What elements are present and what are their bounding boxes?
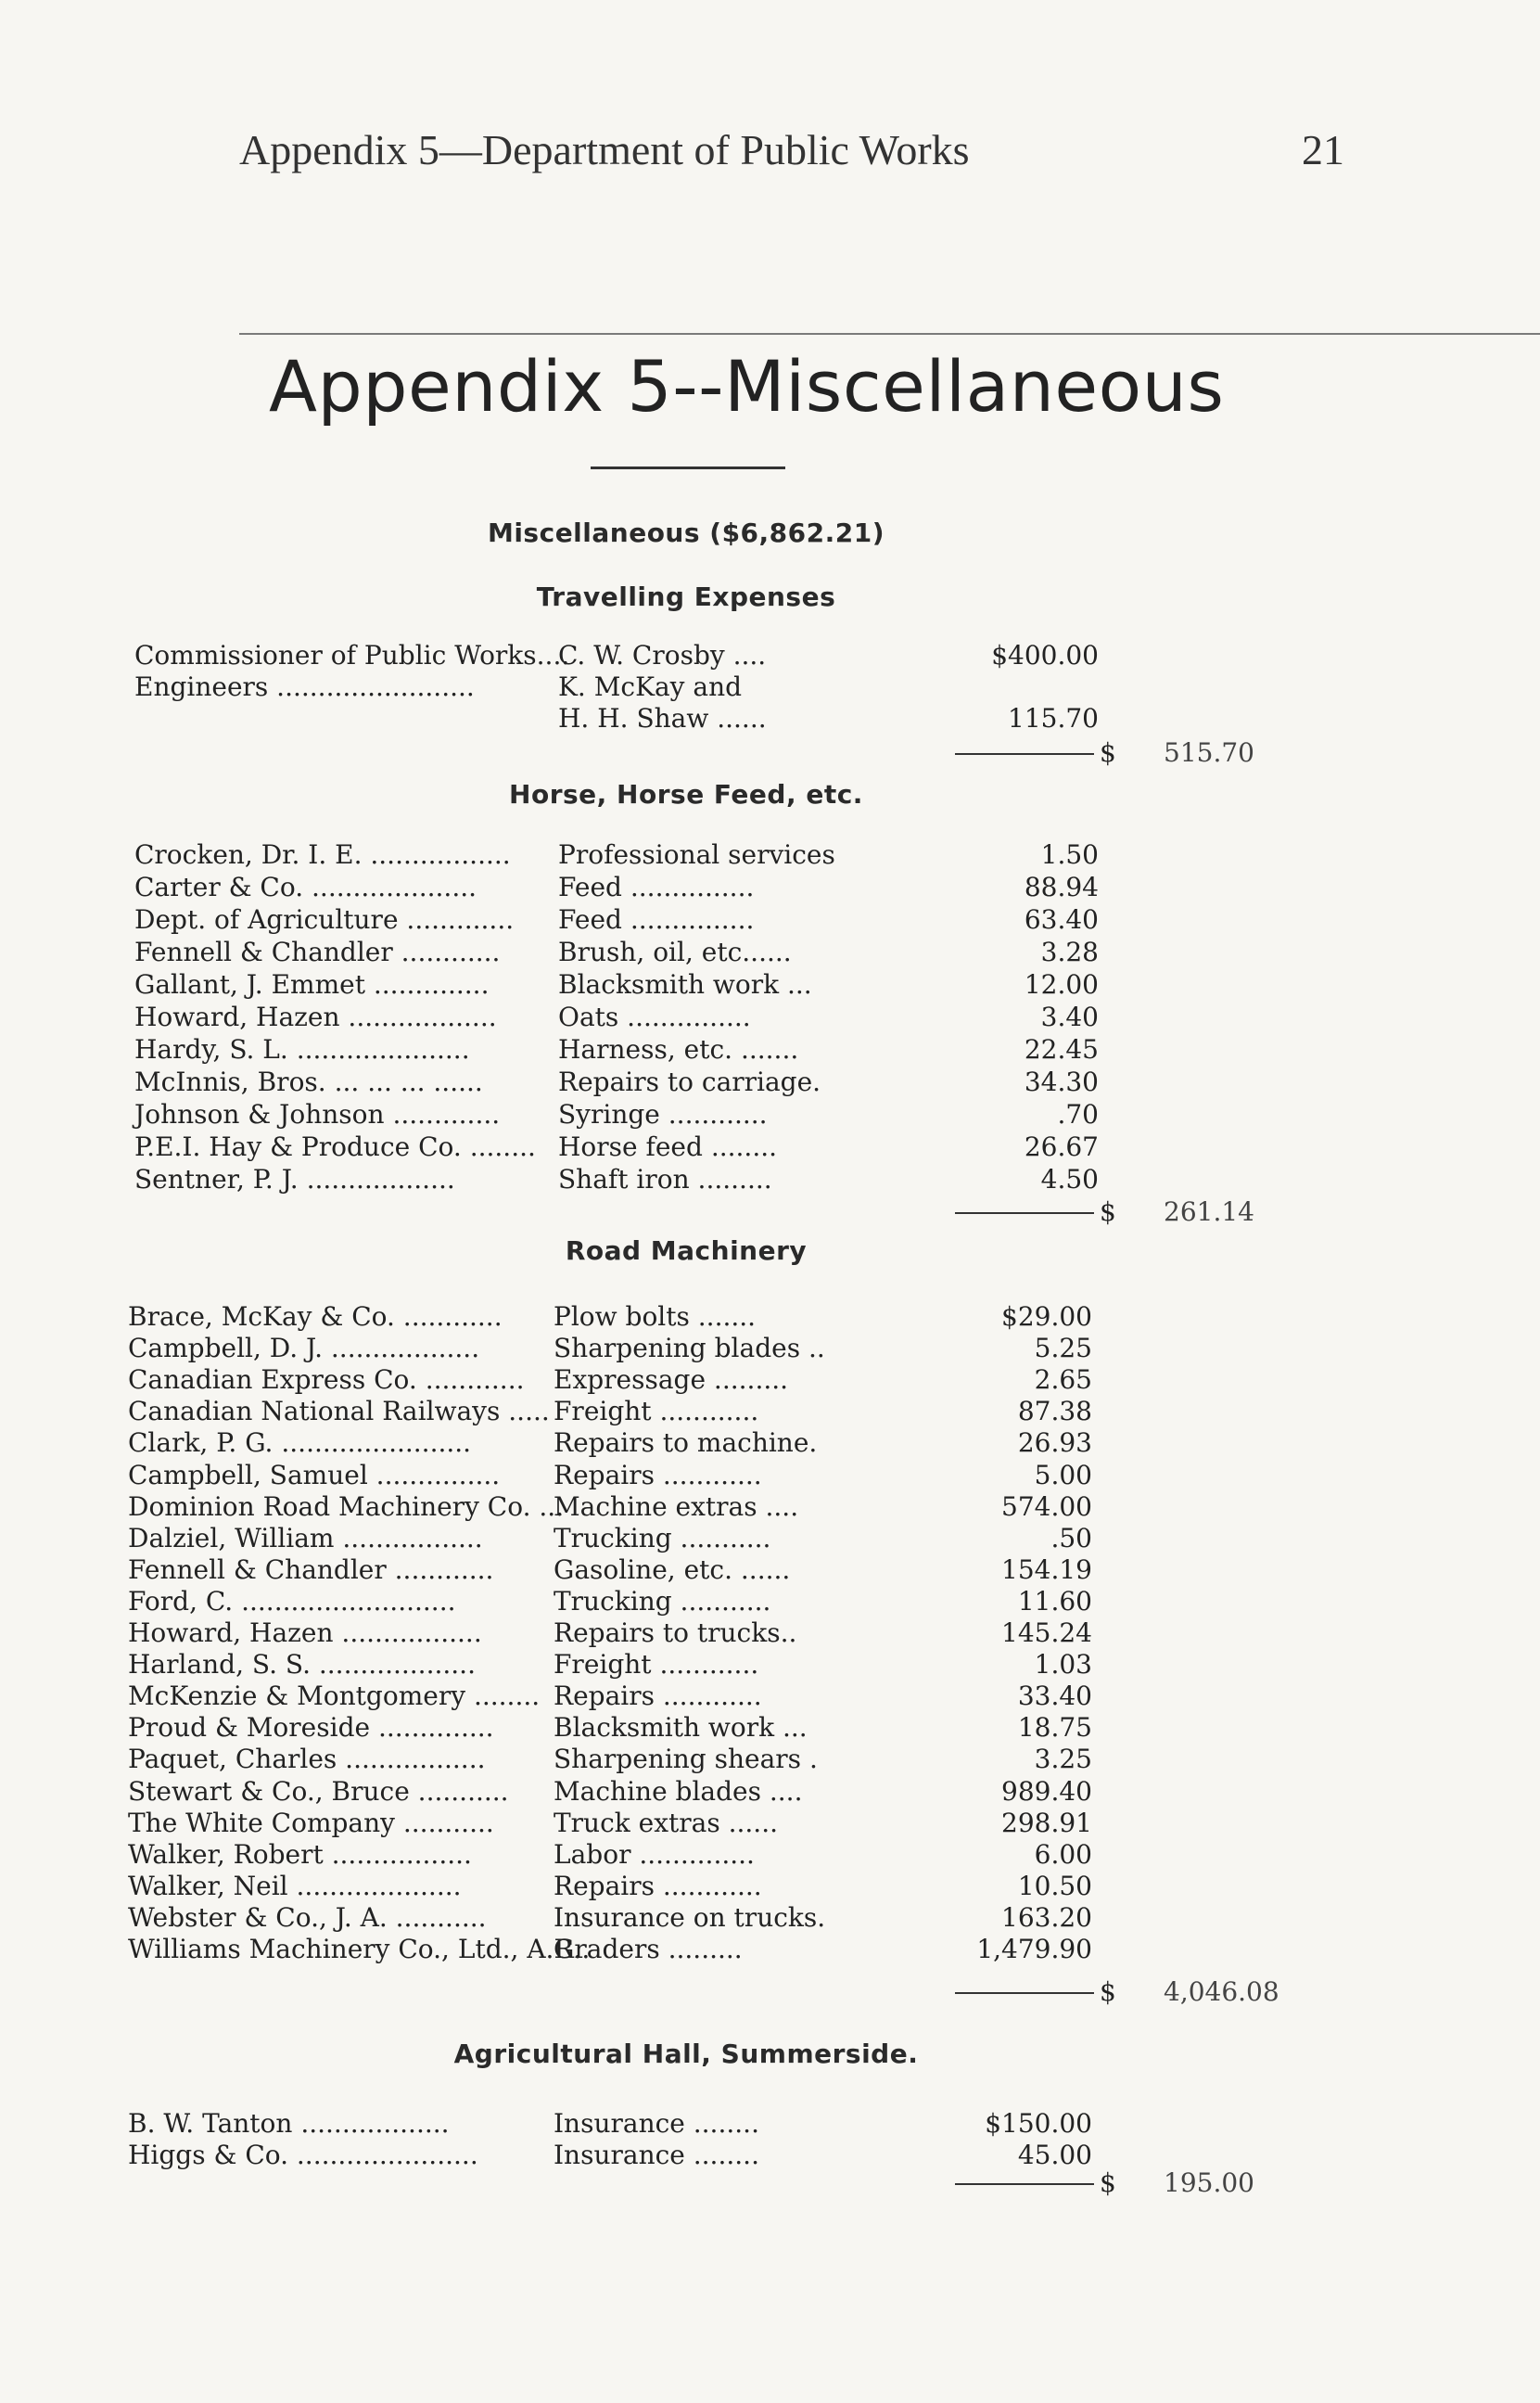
section-heading-horse: Horse, Horse Feed, etc. (509, 779, 863, 810)
total-amount: 515.70 (1164, 737, 1254, 768)
ledger-row (128, 1396, 1092, 1427)
entry-name: McKenzie & Montgomery ........ (128, 1681, 541, 1712)
section-heading-agricultural: Agricultural Hall, Summerside. (453, 2039, 919, 2069)
entry-item: Repairs to machine. (554, 1427, 818, 1459)
entry-name: The White Company ........... (128, 1807, 494, 1838)
entry-amount: .70 (1057, 1099, 1099, 1130)
entry-amount: 18.75 (1017, 1712, 1092, 1744)
running-title: Appendix 5—Department of Public Works (239, 126, 970, 173)
entry-item: Insurance ........ (554, 2108, 759, 2139)
entry-item: Horse feed ........ (558, 1131, 778, 1162)
entry-name: Webster & Co., J. A. ........... (128, 1901, 487, 1933)
entry-amount: 154.19 (1001, 1553, 1092, 1585)
entry-name: Engineers ........................ (134, 671, 475, 702)
total-amount: 195.00 (1164, 2167, 1254, 2198)
entry-name: Campbell, D. J. .................. (128, 1333, 480, 1364)
entry-item: Shaft iron ......... (558, 1164, 772, 1195)
entry-amount: 2.65 (1034, 1364, 1092, 1396)
entry-item: Truck extras ...... (554, 1807, 779, 1838)
entry-item: Feed ............... (558, 872, 755, 902)
entry-item: Insurance on trucks. (554, 1901, 826, 1933)
entry-item: Repairs to trucks.. (554, 1617, 797, 1648)
ledger-row (128, 2140, 1092, 2171)
entry-amount: 3.28 (1040, 937, 1099, 967)
total-dollar-sign: $ (1100, 737, 1116, 768)
entry-name: Johnson & Johnson ............. (134, 1099, 501, 1130)
entry-name: Crocken, Dr. I. E. ................. (134, 839, 511, 870)
entry-name: Ford, C. .......................... (128, 1585, 456, 1617)
ledger-row (134, 671, 1099, 703)
entry-name: Dominion Road Machinery Co. ... (128, 1490, 565, 1522)
entry-item: Sharpening blades .. (554, 1333, 825, 1364)
ledger-row (128, 1460, 1092, 1491)
entry-item: Labor .............. (554, 1838, 755, 1870)
entry-item: Harness, etc. ....... (558, 1034, 799, 1065)
section-heading-road: Road Machinery (565, 1235, 808, 1266)
entry-item: Freight ............ (554, 1649, 759, 1681)
ledger-row (134, 1099, 1099, 1131)
entry-item: Gasoline, etc. ...... (554, 1553, 791, 1585)
entry-item: H. H. Shaw ...... (558, 703, 767, 734)
ledger-row (128, 1776, 1092, 1808)
entry-item: Repairs ............ (554, 1459, 762, 1490)
ledger-row (128, 1681, 1092, 1712)
entry-name: Fennell & Chandler ............ (134, 937, 501, 967)
entry-name: Walker, Robert ................. (128, 1838, 472, 1870)
entry-name: Stewart & Co., Bruce ........... (128, 1775, 509, 1807)
ledger-row (128, 1554, 1092, 1586)
entry-amount: 1.50 (1040, 839, 1099, 870)
ledger-row (128, 1871, 1092, 1902)
entry-item: Repairs to carriage. (558, 1067, 821, 1097)
ledger-row (134, 872, 1099, 903)
ledger-row (134, 1164, 1099, 1195)
entry-amount: 3.40 (1040, 1002, 1099, 1032)
ledger-row (134, 703, 1099, 735)
entry-item: Brush, oil, etc...... (558, 937, 792, 967)
ledger-row (128, 1617, 1092, 1649)
entry-name: Gallant, J. Emmet .............. (134, 969, 490, 1000)
ledger-row (128, 1333, 1092, 1364)
entry-name: Walker, Neil .................... (128, 1870, 462, 1901)
entry-name: Dept. of Agriculture ............. (134, 904, 515, 935)
entry-item: K. McKay and (558, 671, 743, 702)
entry-item: Graders ......... (554, 1934, 743, 1964)
entry-amount: 22.45 (1024, 1034, 1099, 1065)
entry-amount: 12.00 (1024, 969, 1099, 1000)
total-dash (955, 1212, 1094, 1214)
ledger-row (128, 1586, 1092, 1617)
entry-amount: 145.24 (1001, 1617, 1092, 1648)
entry-name: Sentner, P. J. .................. (134, 1164, 455, 1195)
ledger-row (128, 1839, 1092, 1871)
ledger-row (128, 1523, 1092, 1554)
ledger-row (128, 1902, 1092, 1934)
total-dash (955, 753, 1094, 755)
entry-name: McInnis, Bros. ... ... ... ...... (134, 1067, 483, 1097)
entry-amount: 4.50 (1040, 1164, 1099, 1195)
entry-amount: $400.00 (991, 640, 1099, 671)
entry-name: Higgs & Co. ...................... (128, 2140, 478, 2170)
entry-amount: 1.03 (1034, 1649, 1092, 1681)
entry-amount: $29.00 (1001, 1301, 1092, 1332)
entry-item: Expressage ......... (554, 1364, 789, 1396)
entry-item: C. W. Crosby .... (558, 640, 767, 671)
total-dollar-sign: $ (1100, 1196, 1116, 1227)
entry-name: Howard, Hazen ................. (128, 1617, 482, 1648)
entry-item: Trucking ........... (554, 1585, 771, 1617)
entry-name: Hardy, S. L. ..................... (134, 1034, 470, 1065)
subtitle: Miscellaneous ($6,862.21) (487, 518, 885, 548)
entry-name: Commissioner of Public Works.... (134, 640, 570, 671)
entry-amount: 63.40 (1024, 904, 1099, 935)
ledger-row (128, 1301, 1092, 1333)
entry-name: Fennell & Chandler ............ (128, 1553, 494, 1585)
total-amount: 261.14 (1164, 1196, 1254, 1227)
entry-item: Professional services (558, 839, 835, 870)
entry-item: Blacksmith work ... (558, 969, 812, 1000)
entry-amount: 298.91 (1001, 1807, 1092, 1838)
ledger-row (128, 1427, 1092, 1459)
entry-name: Paquet, Charles ................. (128, 1744, 486, 1775)
entry-name: B. W. Tanton .................. (128, 2108, 450, 2139)
entry-amount: 11.60 (1017, 1585, 1092, 1617)
page-title: Appendix 5--Miscellaneous (269, 345, 1225, 428)
entry-item: Repairs ............ (554, 1870, 762, 1901)
ledger-row (128, 1808, 1092, 1839)
ledger-row (128, 1491, 1092, 1523)
entry-amount: 574.00 (1001, 1490, 1092, 1522)
entry-item: Freight ............ (554, 1396, 759, 1427)
ledger-row (128, 1744, 1092, 1775)
ledger-row (128, 1712, 1092, 1744)
entry-amount: 26.67 (1024, 1131, 1099, 1162)
entry-item: Machine blades .... (554, 1775, 803, 1807)
ledger-row (134, 839, 1099, 871)
entry-item: Machine extras .... (554, 1490, 799, 1522)
entry-name: Brace, McKay & Co. ............ (128, 1301, 503, 1332)
entry-name: Harland, S. S. ................... (128, 1649, 476, 1681)
entry-amount: 5.25 (1034, 1333, 1092, 1364)
ledger-row (128, 2108, 1092, 2140)
entry-amount: 87.38 (1017, 1396, 1092, 1427)
ledger-row (128, 1649, 1092, 1681)
total-dollar-sign: $ (1100, 1976, 1116, 2007)
entry-name: Howard, Hazen .................. (134, 1002, 497, 1032)
entry-amount: .50 (1050, 1522, 1092, 1553)
entry-name: Campbell, Samuel ............... (128, 1459, 501, 1490)
entry-amount: 1,479.90 (976, 1934, 1092, 1964)
section-total (955, 737, 1261, 769)
entry-amount: 34.30 (1024, 1067, 1099, 1097)
entry-amount: $150.00 (985, 2108, 1092, 2139)
entry-amount: 115.70 (1008, 703, 1099, 734)
ledger-row (128, 1934, 1092, 1965)
ledger-row (134, 904, 1099, 936)
entry-item: Oats ............... (558, 1002, 751, 1032)
page-number: 21 (1302, 126, 1344, 173)
entry-amount: 3.25 (1034, 1744, 1092, 1775)
entry-amount: 10.50 (1017, 1870, 1092, 1901)
entry-name: Williams Machinery Co., Ltd., A.R.. (128, 1934, 591, 1964)
entry-amount: 26.93 (1017, 1427, 1092, 1459)
entry-amount: 45.00 (1017, 2140, 1092, 2170)
ledger-row (134, 1067, 1099, 1098)
total-amount: 4,046.08 (1164, 1976, 1279, 2007)
section-total (955, 1196, 1261, 1228)
ledger-row (134, 1002, 1099, 1033)
ledger-row (134, 1034, 1099, 1066)
entry-amount: 163.20 (1001, 1901, 1092, 1933)
ledger-row (134, 969, 1099, 1001)
entry-name: P.E.I. Hay & Produce Co. ........ (134, 1131, 536, 1162)
entry-name: Clark, P. G. ....................... (128, 1427, 472, 1459)
section-heading-travelling: Travelling Expenses (536, 582, 836, 612)
entry-item: Insurance ........ (554, 2140, 759, 2170)
section-total (955, 1976, 1279, 2008)
total-dash (955, 1992, 1094, 1994)
entry-amount: 989.40 (1001, 1775, 1092, 1807)
entry-name: Dalziel, William ................. (128, 1522, 483, 1553)
entry-item: Plow bolts ....... (554, 1301, 757, 1332)
entry-amount: 33.40 (1017, 1681, 1092, 1712)
total-dash (955, 2183, 1094, 2185)
entry-name: Proud & Moreside .............. (128, 1712, 494, 1744)
entry-name: Canadian Express Co. ............ (128, 1364, 525, 1396)
entry-amount: 5.00 (1034, 1459, 1092, 1490)
entry-item: Feed ............... (558, 904, 755, 935)
entry-name: Canadian National Railways ..... (128, 1396, 550, 1427)
ledger-row (128, 1364, 1092, 1396)
ledger-row (134, 640, 1099, 671)
entry-item: Blacksmith work ... (554, 1712, 808, 1744)
entry-name: Carter & Co. .................... (134, 872, 477, 902)
ledger-row (134, 937, 1099, 968)
entry-item: Repairs ............ (554, 1681, 762, 1712)
entry-amount: 88.94 (1024, 872, 1099, 902)
total-dollar-sign: $ (1100, 2167, 1116, 2198)
entry-item: Syringe ............ (558, 1099, 768, 1130)
entry-amount: 6.00 (1034, 1838, 1092, 1870)
entry-item: Sharpening shears . (554, 1744, 818, 1775)
section-total (955, 2167, 1261, 2199)
ledger-row (134, 1131, 1099, 1163)
entry-item: Trucking ........... (554, 1522, 771, 1553)
